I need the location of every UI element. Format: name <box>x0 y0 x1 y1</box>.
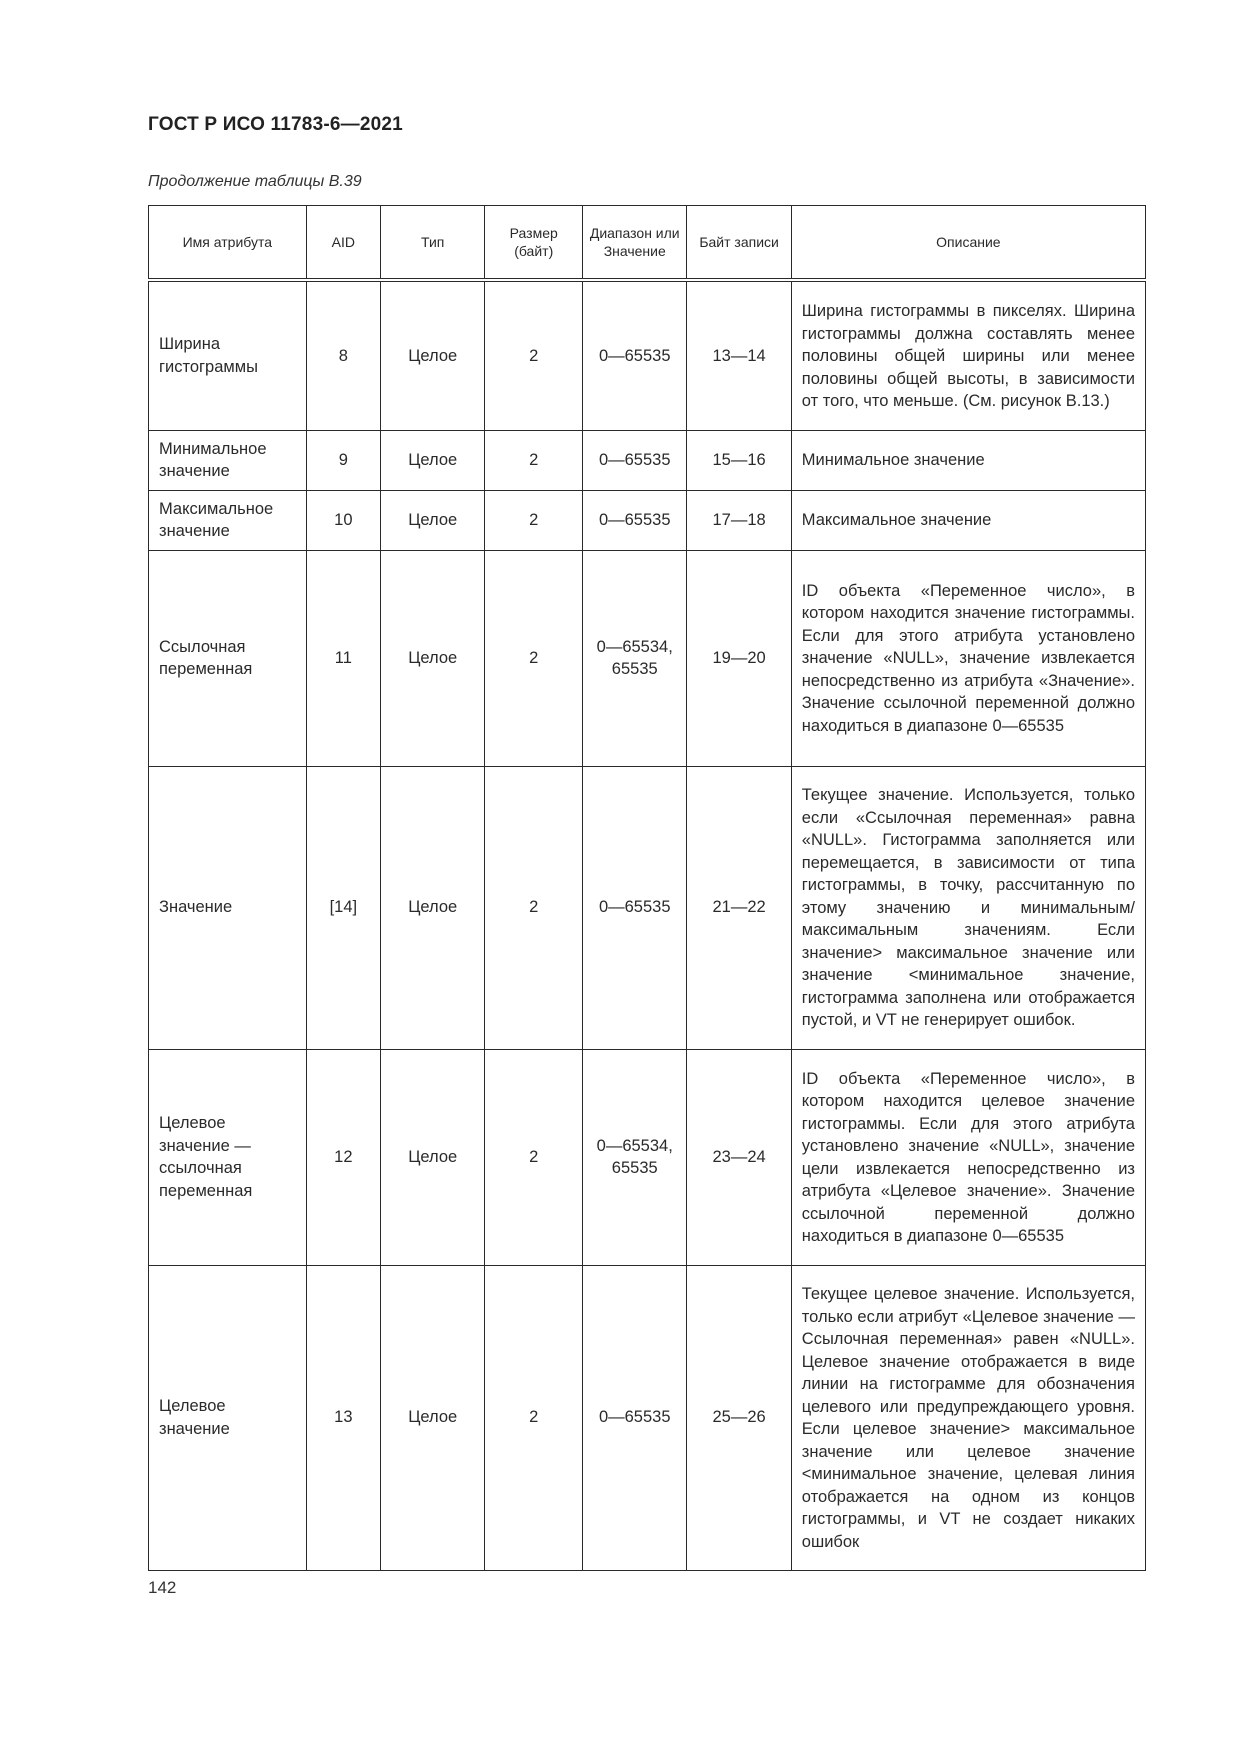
cell-size: 2 <box>485 280 583 430</box>
table-row <box>149 430 1146 490</box>
cell-aid: [14] <box>306 766 380 1049</box>
cell-size: 2 <box>485 1265 583 1570</box>
cell-range: 0—65534, 65535 <box>583 550 687 766</box>
document-header: ГОСТ Р ИСО 11783-6—2021 <box>148 114 403 135</box>
cell-description: Текущее целевое значение. Используется, только если атрибут «Целевое значение — Ссылочная переменная» равен «NULL». Целевое значение отображается в виде линии на гистограмме для обозначения целевого или предупреждающего уровня. Если целевое значение> максимальное значение или целевое значение <минимальное значение, целевая линия отображается на одном из концов гистограммы, и VT не создает никаких ошибок <box>791 1265 1145 1570</box>
page-number: 142 <box>148 1578 177 1597</box>
cell-type: Целое <box>381 1265 485 1570</box>
cell-aid: 9 <box>306 430 380 490</box>
cell-size: 2 <box>485 490 583 550</box>
table-row <box>149 550 1146 766</box>
cell-aid: 10 <box>306 490 380 550</box>
table-row <box>149 490 1146 550</box>
column-header-size: Размер (байт) <box>485 206 583 281</box>
cell-description: Текущее значение. Используется, только если «Ссылочная переменная» равна «NULL». Гистограмма заполняется или перемещается, в зависимости от типа гистограммы, в точку, рассчитанную по этому значению и минимальным/максимальным значениям. Если значение> максимальное значение или значение <минимальное значение, гистограмма заполнена или отображается пустой, и VT не генерирует ошибок. <box>791 766 1145 1049</box>
cell-size: 2 <box>485 430 583 490</box>
cell-type: Целое <box>381 430 485 490</box>
cell-aid: 8 <box>306 280 380 430</box>
column-header-range: Диапазон или Значение <box>583 206 687 281</box>
cell-range: 0—65535 <box>583 490 687 550</box>
cell-description: ID объекта «Переменное число», в котором находится целевое значение гистограммы. Если для этого атрибута установлено значение «NULL», значение цели извлекается непосредственно из атрибута «Целевое значение». Значение ссылочной переменной должно находиться в диапазоне 0—65535 <box>791 1049 1145 1265</box>
cell-name: Ширина гистограммы <box>149 280 307 430</box>
cell-aid: 12 <box>306 1049 380 1265</box>
header-row <box>149 206 1146 281</box>
table-row <box>149 1049 1146 1265</box>
cell-bytes: 15—16 <box>687 430 791 490</box>
cell-bytes: 21—22 <box>687 766 791 1049</box>
table-row <box>149 1265 1146 1570</box>
cell-description: ID объекта «Переменное число», в котором находится значение гистограммы. Если для этого атрибута установлено значение «NULL», значение извлекается непосредственно из атрибута «Значение». Значение ссылочной переменной должно находиться в диапазоне 0—65535 <box>791 550 1145 766</box>
cell-type: Целое <box>381 766 485 1049</box>
table-row <box>149 766 1146 1049</box>
cell-aid: 13 <box>306 1265 380 1570</box>
cell-range: 0—65535 <box>583 1265 687 1570</box>
cell-bytes: 19—20 <box>687 550 791 766</box>
cell-type: Целое <box>381 1049 485 1265</box>
cell-name: Минимальное значение <box>149 430 307 490</box>
cell-bytes: 25—26 <box>687 1265 791 1570</box>
cell-size: 2 <box>485 1049 583 1265</box>
cell-type: Целое <box>381 490 485 550</box>
cell-size: 2 <box>485 766 583 1049</box>
cell-bytes: 17—18 <box>687 490 791 550</box>
column-header-description: Описание <box>791 206 1145 281</box>
cell-name: Ссылочная переменная <box>149 550 307 766</box>
column-header-aid: AID <box>306 206 380 281</box>
cell-bytes: 13—14 <box>687 280 791 430</box>
column-header-name: Имя атрибута <box>149 206 307 281</box>
cell-name: Целевое значение — ссылочная переменная <box>149 1049 307 1265</box>
cell-range: 0—65535 <box>583 766 687 1049</box>
table-row <box>149 280 1146 430</box>
cell-description: Минимальное значение <box>791 430 1145 490</box>
cell-aid: 11 <box>306 550 380 766</box>
cell-size: 2 <box>485 550 583 766</box>
cell-type: Целое <box>381 280 485 430</box>
cell-type: Целое <box>381 550 485 766</box>
cell-description: Максимальное значение <box>791 490 1145 550</box>
cell-bytes: 23—24 <box>687 1049 791 1265</box>
cell-name: Значение <box>149 766 307 1049</box>
cell-name: Максимальное значение <box>149 490 307 550</box>
cell-name: Целевое значение <box>149 1265 307 1570</box>
attribute-table <box>148 205 1146 1571</box>
table-caption: Продолжение таблицы В.39 <box>148 173 362 190</box>
column-header-bytes: Байт записи <box>687 206 791 281</box>
cell-range: 0—65535 <box>583 280 687 430</box>
column-header-type: Тип <box>381 206 485 281</box>
cell-description: Ширина гистограммы в пикселях. Ширина гистограммы должна составлять менее половины общей ширины или менее половины общей высоты, в зависимости от того, что меньше. (См. рисунок В.13.) <box>791 280 1145 430</box>
cell-range: 0—65534, 65535 <box>583 1049 687 1265</box>
cell-range: 0—65535 <box>583 430 687 490</box>
